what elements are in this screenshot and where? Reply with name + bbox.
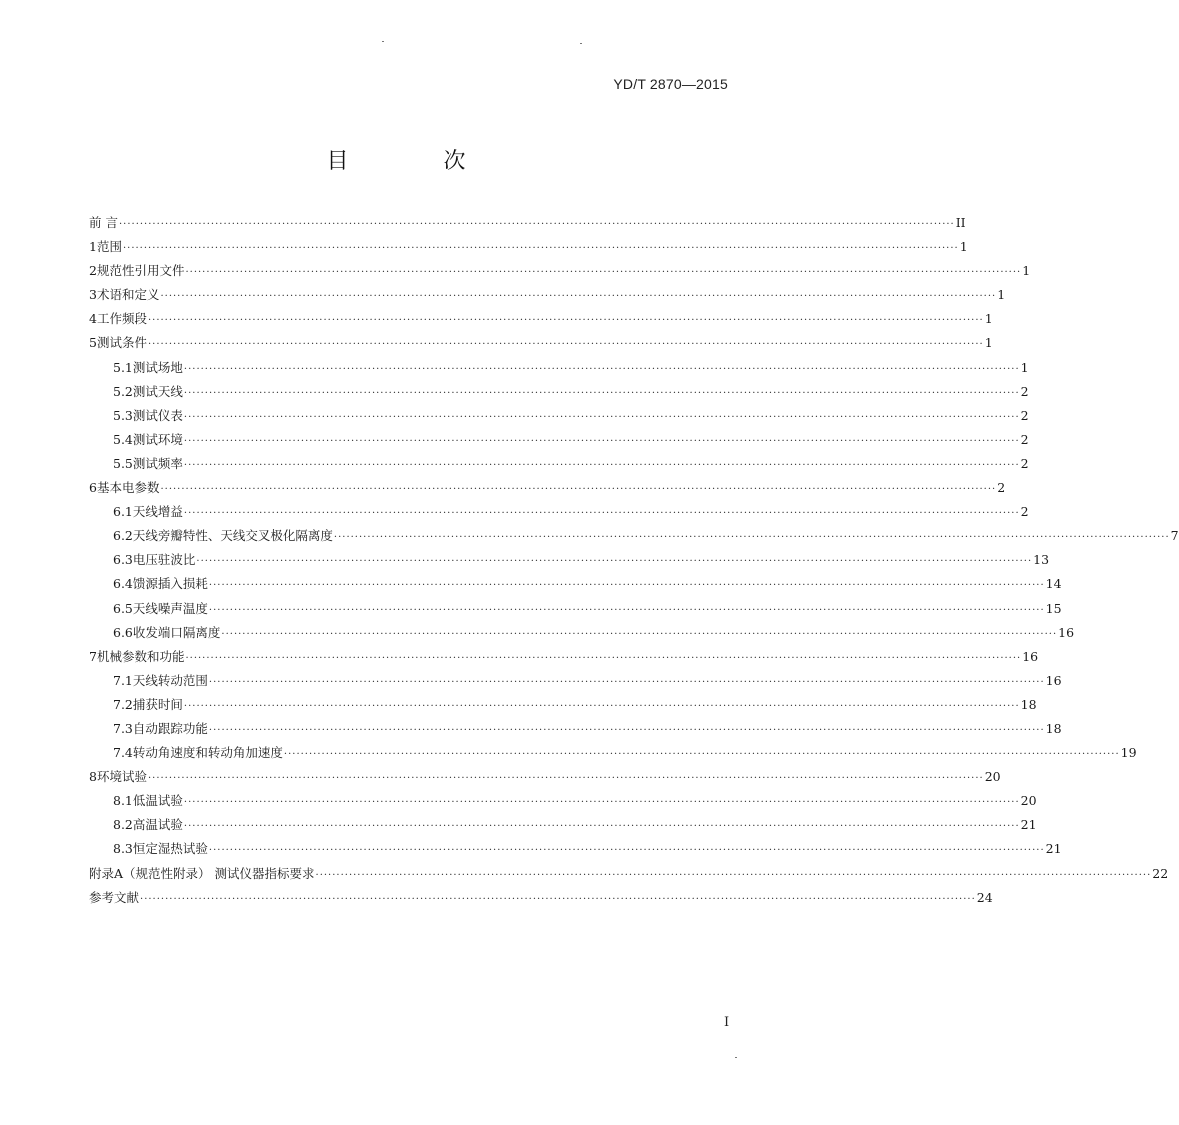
toc-entry-label: 测试环境: [132, 431, 183, 447]
toc-entry-page: 1: [959, 239, 968, 255]
toc-entry-page: 21: [1020, 817, 1037, 833]
toc-entry: [89, 356, 1029, 380]
toc-entry-page: 18: [1020, 696, 1037, 712]
toc-entry-page: 19: [1120, 745, 1137, 761]
toc-entry-number: 3: [89, 287, 97, 303]
toc-dot-leader: ········································································································································································································: [221, 628, 1058, 640]
toc-entry-page: 22: [1152, 865, 1169, 881]
toc-entry: [89, 813, 1037, 837]
toc-entry-number: 6: [89, 480, 97, 496]
toc-entry-label: 自动跟踪功能: [132, 720, 208, 736]
toc-entry: [89, 693, 1037, 717]
toc-dot-leader: ········································································································································································································: [283, 749, 1120, 761]
toc-dot-leader: ········································································································································································································: [160, 291, 997, 303]
toc-entry-number: 前 言: [89, 215, 118, 230]
page-number: I: [724, 1015, 730, 1030]
toc-entry: [89, 476, 1006, 500]
toc-entry: [89, 862, 1169, 886]
toc-entry-number: 5: [89, 335, 97, 351]
toc-entry-label: 术语和定义: [96, 287, 160, 303]
toc-entry-label: 低温试验: [132, 793, 183, 809]
toc-entry-number: 6.1: [113, 504, 133, 520]
toc-entry: [89, 307, 993, 331]
toc-entry-number: 8.2: [113, 817, 133, 833]
toc-entry-label: 馈源插入损耗: [132, 576, 208, 592]
toc-entry-page: 2: [997, 480, 1006, 496]
toc-entry-label: 测试仪表: [132, 407, 183, 423]
toc-dot-leader: ········································································································································································································: [208, 580, 1045, 592]
toc-entry-label: 收发端口隔离度: [132, 624, 221, 640]
toc-entry-label: 测试条件: [96, 335, 147, 351]
toc-entry-label: 天线旁瓣特性、天线交叉极化隔离度: [132, 528, 333, 544]
toc-entry-page: 13: [1033, 552, 1050, 568]
toc-dot-leader: ········································································································································································································: [333, 532, 1170, 544]
toc-entry: [89, 717, 1062, 741]
toc-entry-page: 1: [984, 335, 993, 351]
toc-entry: [89, 211, 966, 235]
toc-dot-leader: ········································································································································································································: [183, 821, 1020, 833]
toc-entry: [89, 524, 1179, 548]
toc-entry-label: 天线增益: [132, 504, 183, 520]
toc-entry: [89, 235, 968, 259]
toc-dot-leader: ········································································································································································································: [147, 339, 984, 351]
toc-dot-leader: ········································································································································································································: [183, 411, 1020, 423]
toc-entry: [89, 621, 1075, 645]
toc-entry: [89, 886, 993, 910]
toc-entry-page: 18: [1045, 720, 1062, 736]
toc-dot-leader: ········································································································································································································: [208, 724, 1045, 736]
toc-entry-number: 6.5: [113, 600, 133, 616]
toc-dot-leader: ········································································································································································································: [208, 604, 1045, 616]
toc-entry: [89, 452, 1029, 476]
toc-entry: [89, 428, 1029, 452]
toc-entry-number: 1: [89, 239, 97, 255]
toc-entry-page: 1: [997, 287, 1006, 303]
scan-speck: [735, 1057, 737, 1058]
toc-dot-leader: ········································································································································································································: [147, 315, 984, 327]
toc-entry-number: 5.2: [113, 383, 133, 399]
toc-entry-label: 转动角速度和转动角加速度: [132, 745, 283, 761]
toc-entry-page: 21: [1045, 841, 1062, 857]
toc-entry-number: 7.3: [113, 720, 133, 736]
toc-entry-label: 测试场地: [132, 359, 183, 375]
document-code: YD/T 2870—2015: [613, 76, 728, 92]
toc-entry: [89, 500, 1029, 524]
toc-entry-page: 2: [1020, 407, 1029, 423]
toc-entry-page: 1: [1020, 359, 1029, 375]
page-title: 目 次: [326, 149, 510, 174]
toc-entry-page: 2: [1020, 431, 1029, 447]
toc-dot-leader: ········································································································································································································: [183, 508, 1020, 520]
toc-dot-leader: ········································································································································································································: [183, 435, 1020, 447]
toc-entry-label: 天线噪声温度: [132, 600, 208, 616]
toc-dot-leader: ········································································································································································································: [315, 869, 1152, 881]
toc-entry-page: 1: [984, 311, 993, 327]
toc-entry-number: 6.4: [113, 576, 133, 592]
toc-entry-page: 16: [1058, 624, 1075, 640]
toc-entry-label: 测试天线: [132, 383, 183, 399]
toc-entry-number: 6.3: [113, 552, 133, 568]
toc-entry-label: 基本电参数: [96, 480, 160, 496]
toc-entry-number: 7.1: [113, 672, 133, 688]
toc-dot-leader: ········································································································································································································: [196, 556, 1033, 568]
toc-entry: [89, 789, 1037, 813]
scan-speck: [382, 41, 384, 42]
toc-entry-page: 14: [1045, 576, 1062, 592]
toc-entry-number: 5.3: [113, 407, 133, 423]
toc-entry-number: 5.1: [113, 359, 133, 375]
toc-entry-page: 20: [1020, 793, 1037, 809]
toc-entry-number: 5.5: [113, 455, 133, 471]
toc-dot-leader: ········································································································································································································: [183, 700, 1020, 712]
toc-entry: [89, 259, 1031, 283]
toc-dot-leader: ········································································································································································································: [183, 363, 1020, 375]
toc-entry-page: II: [955, 215, 966, 230]
toc-dot-leader: ········································································································································································································: [183, 387, 1020, 399]
toc-dot-leader: ········································································································································································································: [183, 797, 1020, 809]
toc-dot-leader: ········································································································································································································: [122, 243, 959, 255]
toc-entry-number: 4: [89, 311, 97, 327]
toc-entry: [89, 645, 1039, 669]
toc-entry-label: 电压驻波比: [132, 552, 196, 568]
toc-entry: [89, 283, 1006, 307]
toc-dot-leader: ········································································································································································································: [118, 219, 955, 230]
toc-entry-label: 规范性引用文件: [96, 263, 185, 279]
toc-entry-page: 16: [1045, 672, 1062, 688]
toc-dot-leader: ········································································································································································································: [160, 484, 997, 496]
toc-entry-page: 1: [1022, 263, 1031, 279]
toc-entry-page: 2: [1020, 383, 1029, 399]
toc-entry-label: 附录A（规范性附录） 测试仪器指标要求: [89, 865, 315, 881]
toc-dot-leader: ········································································································································································································: [185, 267, 1022, 279]
toc-dot-leader: ········································································································································································································: [140, 893, 976, 905]
toc-entry: [89, 669, 1062, 693]
toc-entry-label: 高温试验: [132, 817, 183, 833]
toc-entry-number: 7: [89, 648, 97, 664]
toc-entry-page: 2: [1020, 455, 1029, 471]
toc-entry-number: 8.3: [113, 841, 133, 857]
toc-entry-number: 6.2: [113, 528, 133, 544]
toc-entry-page: 20: [984, 769, 1001, 785]
toc-entry-label: 参考文献: [89, 889, 140, 905]
toc-entry-number: 6.6: [113, 624, 133, 640]
toc-dot-leader: ········································································································································································································: [183, 459, 1020, 471]
toc-dot-leader: ········································································································································································································: [208, 676, 1045, 688]
toc-entry-page: 24: [976, 889, 993, 905]
toc-entry: [89, 404, 1029, 428]
toc-entry: [89, 572, 1062, 596]
table-of-contents: [89, 211, 1179, 910]
toc-entry: [89, 548, 1050, 572]
toc-dot-leader: ········································································································································································································: [147, 773, 984, 785]
scan-speck: [580, 43, 582, 44]
toc-entry-number: 7.2: [113, 696, 133, 712]
toc-entry-label: 捕获时间: [132, 696, 183, 712]
toc-dot-leader: ········································································································································································································: [185, 652, 1022, 664]
toc-entry-label: 恒定湿热试验: [132, 841, 208, 857]
toc-entry-number: 5.4: [113, 431, 133, 447]
toc-entry-number: 2: [89, 263, 97, 279]
toc-dot-leader: ········································································································································································································: [208, 845, 1045, 857]
toc-entry-page: 15: [1045, 600, 1062, 616]
toc-entry: [89, 741, 1137, 765]
toc-entry-label: 天线转动范围: [132, 672, 208, 688]
toc-entry-number: 7.4: [113, 745, 133, 761]
toc-entry-label: 机械参数和功能: [96, 648, 185, 664]
toc-entry: [89, 331, 993, 355]
toc-entry-number: 8: [89, 769, 97, 785]
toc-entry-page: 7: [1170, 528, 1179, 544]
toc-entry: [89, 380, 1029, 404]
toc-entry: [89, 597, 1062, 621]
toc-entry-page: 16: [1022, 648, 1039, 664]
toc-entry-label: 环境试验: [96, 769, 147, 785]
toc-entry-label: 范围: [96, 239, 122, 255]
toc-entry: [89, 765, 1001, 789]
toc-entry-label: 测试频率: [132, 455, 183, 471]
toc-entry-number: 8.1: [113, 793, 133, 809]
toc-entry-label: 工作频段: [96, 311, 147, 327]
toc-entry-page: 2: [1020, 504, 1029, 520]
toc-entry: [89, 837, 1062, 861]
